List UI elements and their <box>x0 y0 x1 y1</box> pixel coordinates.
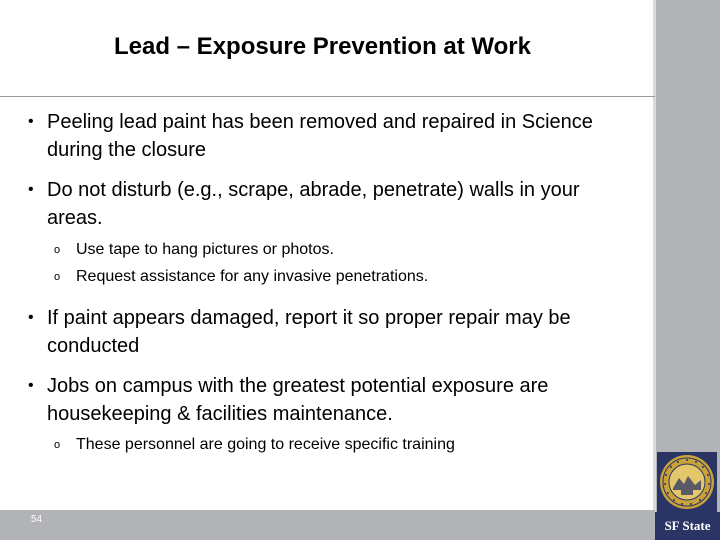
bullet-icon: • <box>28 113 34 130</box>
bullet-icon: • <box>28 377 34 394</box>
bullet-item <box>28 304 637 360</box>
bullet-text: Peeling lead paint has been removed and repaired in Science during the closure <box>47 111 593 161</box>
sub-bullet-item <box>54 236 636 263</box>
sub-bullet-icon: o <box>54 244 61 256</box>
university-seal-icon <box>657 452 717 512</box>
sf-state-logo-text: SF State <box>664 518 711 533</box>
bullet-item <box>28 176 637 232</box>
slide-title: Lead – Exposure Prevention at Work <box>113 33 531 60</box>
sub-bullet-text: These personnel are going to receive specific training <box>76 436 455 453</box>
bullet-item <box>28 372 637 428</box>
sidebar-divider <box>653 0 656 540</box>
sf-state-logo <box>655 512 720 540</box>
bullet-text: Do not disturb (e.g., scrape, abrade, penetrate) walls in your areas. <box>47 179 580 229</box>
sub-bullet-icon: o <box>54 271 61 283</box>
bullet-item <box>28 108 637 164</box>
sub-bullet-text: Use tape to hang pictures or photos. <box>76 241 334 258</box>
sub-bullet-icon: o <box>54 439 61 451</box>
bullet-icon: • <box>28 181 34 198</box>
sub-bullet-item <box>54 431 636 458</box>
bullet-text: Jobs on campus with the greatest potential exposure are housekeeping & facilities maintenance. <box>47 375 549 425</box>
sub-bullet-item <box>54 263 636 290</box>
page-number: 54 <box>31 514 43 525</box>
title-divider <box>0 96 655 97</box>
bullet-text: If paint appears damaged, report it so proper repair may be conducted <box>47 307 571 357</box>
sub-bullet-text: Request assistance for any invasive penetrations. <box>76 268 429 285</box>
bullet-icon: • <box>28 309 34 326</box>
footer-bar <box>0 510 655 540</box>
